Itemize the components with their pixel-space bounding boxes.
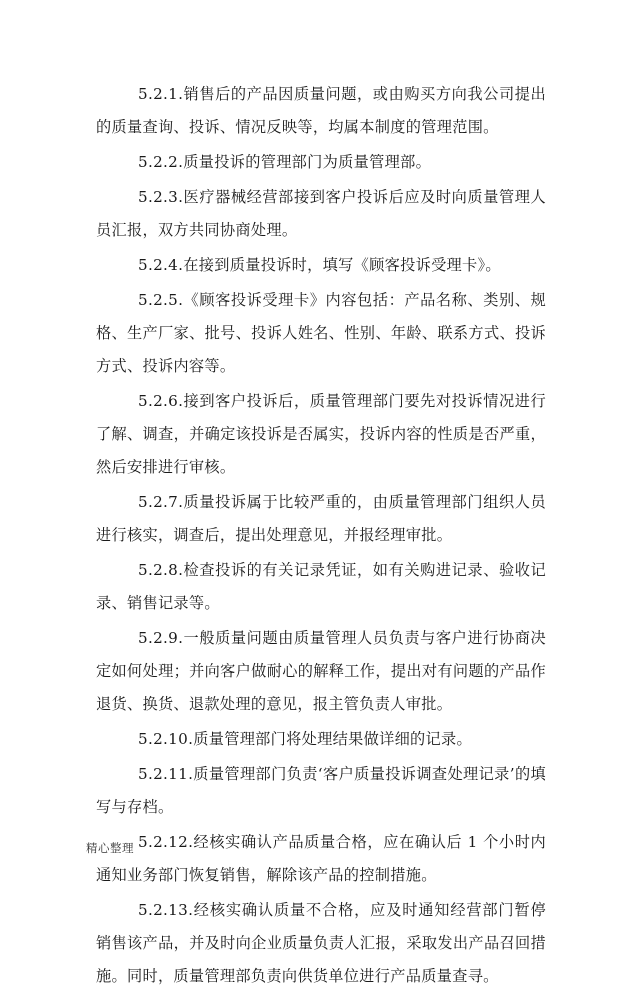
clause-5-2-5: 5.2.5.《顾客投诉受理卡》内容包括：产品名称、类别、规格、生产厂家、批号、投诉人姓名、性别、年龄、联系方式、投诉方式、投诉内容等。 — [96, 291, 546, 375]
clause-5-2-10: 5.2.10.质量管理部门将处理结果做详细的记录。 — [138, 730, 473, 748]
clause-5-2-13: 5.2.13.经核实确认质量不合格，应及时通知经营部门暂停销售该产品，并及时向企业质量负责人汇报，采取发出产品召回措施。同时，质量管理部负责向供货单位进行产品质量查寻。 — [96, 901, 546, 985]
clause-5-2-9: 5.2.9.一般质量问题由质量管理人员负责与客户进行协商决定如何处理；并向客户做耐心的解释工作，提出对有问题的产品作退货、换货、退款处理的意见，报主管负责人审批。 — [96, 629, 546, 713]
clause-5-2-8: 5.2.8.检查投诉的有关记录凭证，如有关购进记录、验收记录、销售记录等。 — [96, 561, 546, 612]
clause-5-2-1: 5.2.1.销售后的产品因质量问题，或由购买方向我公司提出的质量查询、投诉、情况反映等，均属本制度的管理范围。 — [96, 85, 546, 136]
clause-5-2-7: 5.2.7.质量投诉属于比较严重的，由质量管理部门组织人员进行核实，调查后，提出处理意见，并报经理审批。 — [96, 493, 546, 544]
clause-5-2-2: 5.2.2.质量投诉的管理部门为质量管理部。 — [138, 153, 432, 171]
document-body — [96, 78, 546, 993]
page-footer: 精心整理 — [86, 841, 134, 855]
clause-5-2-6: 5.2.6.接到客户投诉后，质量管理部门要先对投诉情况进行了解、调查，并确定该投诉是否属实，投诉内容的性质是否严重，然后安排进行审核。 — [96, 392, 546, 476]
clause-5-2-11: 5.2.11.质量管理部门负责‘客户质量投诉调查处理记录’的填写与存档。 — [96, 765, 546, 816]
clause-5-2-3: 5.2.3.医疗器械经营部接到客户投诉后应及时向质量管理人员汇报，双方共同协商处理。 — [96, 188, 546, 239]
clause-5-2-4: 5.2.4.在接到质量投诉时，填写《顾客投诉受理卡》。 — [138, 256, 501, 274]
clause-5-2-12: 5.2.12.经核实确认产品质量合格，应在确认后 1 个小时内通知业务部门恢复销售，解除该产品的控制措施。 — [96, 833, 546, 884]
